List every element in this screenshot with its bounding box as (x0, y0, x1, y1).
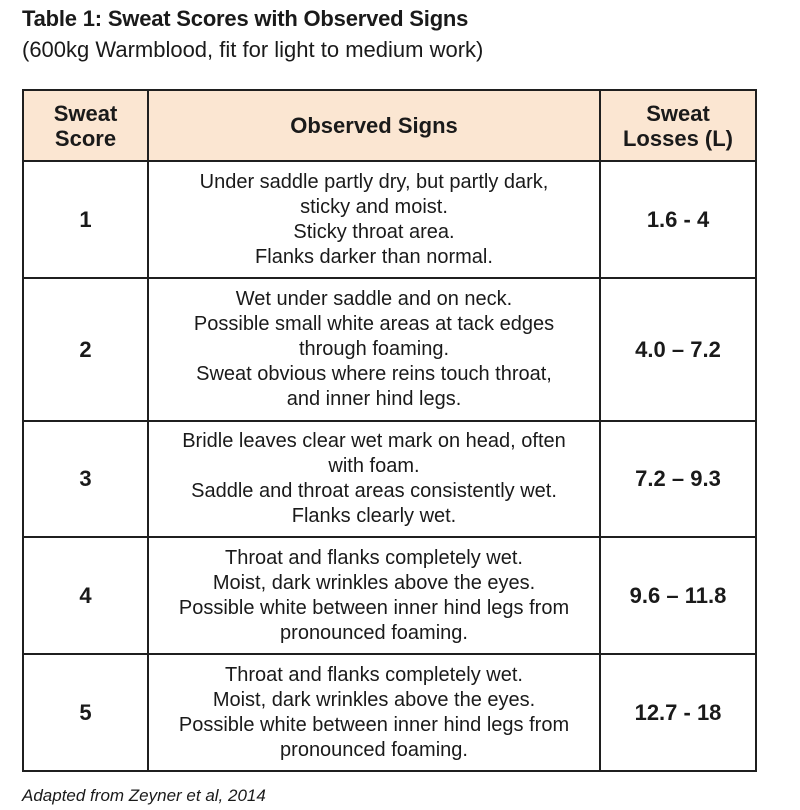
table-title: Table 1: Sweat Scores with Observed Signs (22, 6, 469, 31)
sweat-score-cell: 4 (23, 537, 148, 654)
header-line: Losses (L) (622, 125, 734, 151)
table-row (23, 654, 756, 771)
header-line: Score (54, 125, 117, 151)
sign-line: sticky and moist. (300, 195, 448, 218)
sweat-score-cell: 3 (23, 421, 148, 537)
sweat-losses-cell: 4.0 – 7.2 (600, 278, 756, 421)
sweat-losses-cell: 12.7 - 18 (600, 654, 756, 771)
sweat-losses-cell: 9.6 – 11.8 (600, 537, 756, 654)
table-row (23, 421, 756, 537)
observed-signs-cell (148, 161, 600, 278)
sign-line: and inner hind legs. (286, 388, 462, 410)
sign-line: Possible white between inner hind legs from (178, 596, 570, 619)
sign-line: Sweat obvious where reins touch throat, (196, 363, 552, 385)
sign-line: pronounced foaming. (280, 738, 468, 761)
sign-line: Possible white between inner hind legs from (178, 713, 570, 736)
source-citation: Adapted from Zeyner et al, 2014 (22, 786, 266, 805)
sweat-losses-cell: 7.2 – 9.3 (600, 421, 756, 537)
header-line: Sweat (646, 100, 710, 126)
table-row (23, 161, 756, 278)
sign-line: Flanks darker than normal. (255, 245, 493, 268)
sign-line: Sticky throat area. (293, 220, 455, 243)
table-header-row (23, 90, 756, 161)
sign-line: Flanks clearly wet. (291, 505, 457, 527)
table-subtitle: (600kg Warmblood, fit for light to medium work) (22, 37, 484, 62)
sweat-score-cell: 1 (23, 161, 148, 278)
sign-line: Throat and flanks completely wet. (225, 663, 523, 686)
observed-signs-cell (148, 537, 600, 654)
table-row (23, 278, 756, 421)
header-line: Observed Signs (290, 113, 458, 138)
sweat-score-cell: 2 (23, 278, 148, 421)
sign-line: Possible small white areas at tack edges (193, 313, 555, 335)
sign-line: pronounced foaming. (280, 621, 468, 644)
sign-line: Saddle and throat areas consistently wet. (191, 480, 557, 502)
sign-line: Throat and flanks completely wet. (225, 546, 523, 569)
header-sweat-losses (600, 90, 756, 161)
header-line: Sweat (53, 100, 118, 126)
table-row (23, 537, 756, 654)
sweat-losses-cell: 1.6 - 4 (600, 161, 756, 278)
sign-line: Moist, dark wrinkles above the eyes. (212, 571, 536, 594)
sign-line: through foaming. (298, 338, 450, 360)
sign-line: Bridle leaves clear wet mark on head, often (182, 430, 566, 452)
sign-line: with foam. (328, 455, 420, 477)
sweat-score-table (22, 89, 757, 772)
sign-line: Moist, dark wrinkles above the eyes. (212, 688, 536, 711)
sweat-score-cell: 5 (23, 654, 148, 771)
observed-signs-cell (148, 278, 600, 421)
sign-line: Wet under saddle and on neck. (235, 288, 513, 310)
observed-signs-cell (148, 654, 600, 771)
observed-signs-cell (148, 421, 600, 537)
header-observed-signs (148, 90, 600, 161)
sign-line: Under saddle partly dry, but partly dark, (199, 170, 549, 193)
header-sweat-score (23, 90, 148, 161)
